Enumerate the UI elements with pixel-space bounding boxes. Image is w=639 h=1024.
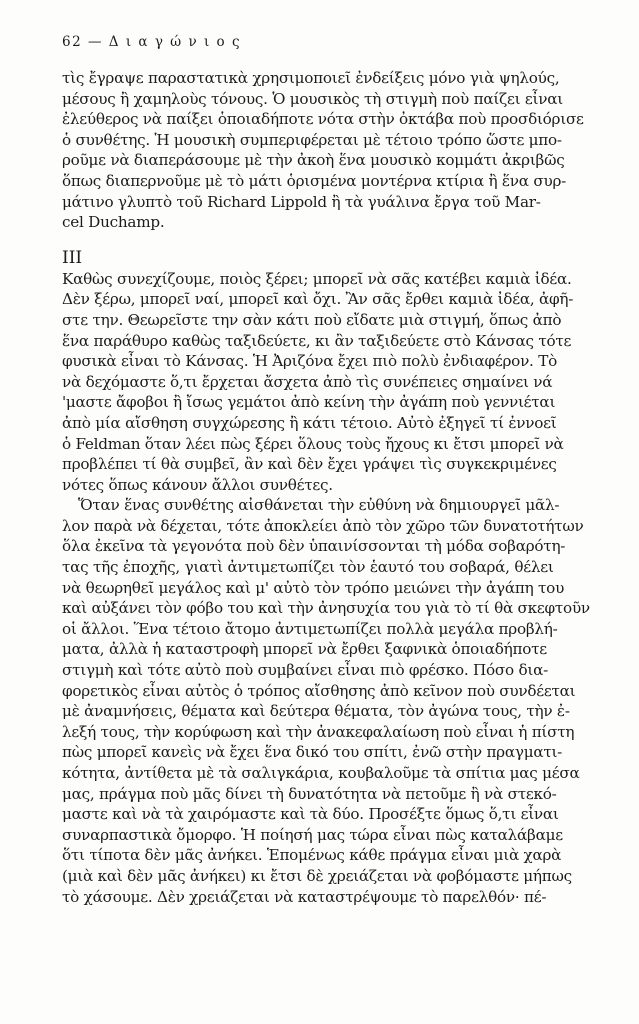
section-2-paragraph-2 xyxy=(62,495,607,907)
text-line: ἀπὸ μία αἴσθηση συγχώρεσης ἢ κάτι τέτοιο. Αὐτὸ ἐξηγεῖ τί ἐννοεῖ xyxy=(62,413,557,432)
page-number: 62 xyxy=(62,34,83,50)
section-1-paragraph xyxy=(62,68,607,233)
text-line: νὰ θεωρηθεῖ μεγάλος καὶ μ' αὐτὸ τὸν τρόπο μειώνει τὴν ἀγάπη του xyxy=(62,578,565,597)
text-line: στιγμὴ καὶ τότε αὐτὸ ποὺ συμβαίνει εἶναι πιὸ φρέσκο. Πόσο δια- xyxy=(62,661,548,680)
text-line: φορετικὸς εἶναι αὐτὸς ὁ τρόπος αἴσθησης ἀπὸ κεῖνον ποὺ συνδέεται xyxy=(62,681,576,700)
header-separator: — xyxy=(87,34,103,50)
section-heading: III xyxy=(62,247,83,268)
running-header xyxy=(62,34,607,54)
text-line: λον παρὰ νὰ δέχεται, τότε ἀποκλείει ἀπὸ τὸν χῶρο τῶν δυνατοτήτων xyxy=(62,516,584,535)
text-line: ροῦμε νὰ διαπεράσουμε μὲ τὴν ἀκοὴ ἕνα μουσικὸ κομμάτι ἀκριβῶς xyxy=(62,151,565,170)
text-line: μαστε καὶ νὰ τὰ χαιρόμαστε καὶ τὰ δύο. Προσέξτε ὅμως ὅ,τι εἶναι xyxy=(62,805,559,824)
section-2-paragraph-1 xyxy=(62,269,607,496)
text-line: λεξή τους, τὴν κορύφωση καὶ τὴν ἀνακεφαλαίωση ποὺ εἶναι ἡ πίστη xyxy=(62,722,575,741)
text-line: ἕνα παράθυρο καθὼς ταξιδεύετε, κι ἂν ταξιδεύετε στὸ Κάνσας τότε xyxy=(62,331,572,350)
text-line: νὰ δεχόμαστε ὅ,τι ἔρχεται ἄσχετα ἀπὸ τὶς συνέπειες σημαίνει νά xyxy=(62,372,553,391)
text-line: ὅτι τίποτα δὲν μᾶς ἀνήκει. Ἑπομένως κάθε πράγμα εἶναι μιὰ χαρὰ xyxy=(62,846,562,865)
text-line: μὲ ἀναμνήσεις, θέματα καὶ δεύτερα θέματα, τὸν ἀγώνα τους, τὴν ἐ- xyxy=(62,702,570,721)
text-line: Καθὼς συνεχίζουμε, ποιὸς ξέρει; μπορεῖ νὰ σᾶς κατέβει καμιὰ ἰδέα. xyxy=(62,269,572,288)
text-line: τὸ χάσουμε. Δὲν χρειάζεται νὰ καταστρέψουμε τὸ παρελθόν· πέ- xyxy=(62,887,547,906)
text-line: συναρπαστικὰ ὄμορφο. Ἡ ποίησή μας τώρα εἶναι πὼς καταλάβαμε xyxy=(62,825,563,844)
text-line: Ὅταν ἕνας συνθέτης αἰσθάνεται τὴν εὐθύνη νὰ δημιουργεῖ μᾶλ- xyxy=(78,496,560,515)
text-line: στε την. Θεωρεῖστε την σὰν κάτι ποὺ εἴδατε μιὰ στιγμή, ὅπως ἀπὸ xyxy=(62,310,562,329)
text-line: κότητα, ἀντίθετα μὲ τὰ σαλιγκάρια, κουβαλοῦμε τὰ σπίτια μας μέσα xyxy=(62,764,580,782)
text-line: Δὲν ξέρω, μπορεῖ ναί, μπορεῖ καὶ ὄχι. Ἂν σᾶς ἔρθει καμιὰ ἰδέα, ἀφῆ- xyxy=(62,290,574,309)
text-line: πὼς μπορεῖ κανεὶς νὰ ἔχει ἕνα δικό του σπίτι, ἐνῶ στὴν πραγματι- xyxy=(62,743,563,762)
text-line: μας, πράγμα ποὺ μᾶς δίνει τὴ δυνατότητα νὰ πετοῦμε ἢ νὰ στεκό- xyxy=(62,784,557,803)
text-line: μέσους ἢ χαμηλοὺς τόνους. Ὁ μουσικὸς τὴ στιγμὴ ποὺ παίζει εἶναι xyxy=(62,89,563,108)
running-title: Δ ι α γ ώ ν ι ο ς xyxy=(108,34,242,50)
text-line: τὶς ἔγραψε παραστατικὰ χρησιμοποιεῖ ἐνδείξεις μόνο γιὰ ψηλούς, xyxy=(62,69,560,87)
text-line: τας τῆς ἐποχῆς, γιατὶ ἀντιμετωπίζει τὸν ἑαυτό του σοβαρά, θέλει xyxy=(62,558,554,577)
book-page xyxy=(62,34,607,907)
text-line: ὁ συνθέτης. Ἡ μουσικὴ συμπεριφέρεται μὲ τέτοιο τρόπο ὥστε μπο- xyxy=(62,130,562,149)
text-line: cel Duchamp. xyxy=(62,213,165,232)
text-line: οἱ ἄλλοι. Ἕνα τέτοιο ἄτομο ἀντιμετωπίζει πολλὰ μεγάλα προβλή- xyxy=(62,619,558,638)
text-line: ὅπως διαπερνοῦμε μὲ τὸ μάτι ὁρισμένα μοντέρνα κτίρια ἢ ἕνα συρ- xyxy=(62,171,567,190)
text-line: νότες ὅπως κάνουν ἄλλοι συνθέτες. xyxy=(62,475,333,494)
text-line: ἐλεύθερος νὰ παίξει ὁποιαδήποτε νότα στὴν ὀκτάβα ποὺ προσδιόρισε xyxy=(62,110,584,129)
text-line: ματα, ἀλλὰ ἡ καταστροφὴ μπορεῖ νὰ ἔρθει ξαφνικὰ ὁποιαδήποτε xyxy=(62,640,547,659)
text-line: (μιὰ καὶ δὲν μᾶς ἀνήκει) κι ἔτσι δὲ χρειάζεται νὰ φοβόμαστε μήπως xyxy=(62,866,572,885)
text-line: προβλέπει τί θὰ συμβεῖ, ἂν καὶ δὲν ἔχει γράψει τὶς συγκεκριμένες xyxy=(62,455,557,474)
text-line: μάτινο γλυπτὸ τοῦ Richard Lippold ἢ τὰ γυάλινα ἔργα τοῦ Mar- xyxy=(62,192,541,211)
text-line: καὶ αὐξάνει τὸν φόβο του καὶ τὴν ἀνησυχία του γιὰ τὸ τί θὰ σκεφτοῦν xyxy=(62,599,590,618)
text-line: ὅλα ἐκεῖνα τὰ γεγονότα ποὺ δὲν ὑπαινίσσονται τὴ μόδα σοβαρότη- xyxy=(62,537,566,556)
text-line: φυσικὰ εἶναι τὸ Κάνσας. Ἡ Ἀριζόνα ἔχει πιὸ πολὺ ἐνδιαφέρον. Τὸ xyxy=(62,352,557,371)
text-line: ὁ Feldman ὅταν λέει πὼς ξέρει ὅλους τοὺς ἤχους κι ἔτσι μπορεῖ νὰ xyxy=(62,434,564,453)
text-line: 'μαστε ἄφοβοι ἢ ἴσως γεμάτοι ἀπὸ κείνη τὴν ἀγάπη ποὺ γεννιέται xyxy=(62,393,556,412)
